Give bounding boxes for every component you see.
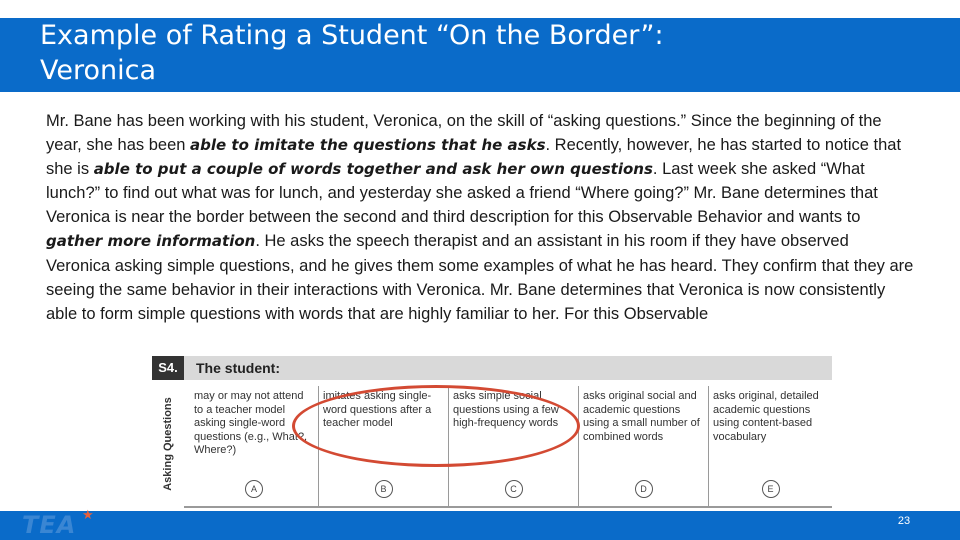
rubric-cell-a [190, 386, 318, 508]
top-strip [0, 0, 960, 18]
rubric-side-label-area [152, 380, 184, 508]
body-emphasis-3: gather more information [46, 232, 256, 251]
rubric-cell-letter: B [375, 480, 393, 498]
page-number: 23 [897, 515, 911, 527]
rubric-cell-letter: E [762, 480, 780, 498]
body-emphasis-2: able to put a couple of words together and ask her own questions [93, 160, 653, 179]
rubric-cell-letter: A [245, 480, 263, 498]
body-emphasis-1: able to imitate the questions that he asks [190, 136, 546, 155]
rubric-side-label: Asking Questions [162, 397, 174, 491]
rubric-cell-text: asks original, detailed academic questions using content-based vocabulary [713, 390, 819, 443]
body-paragraph [46, 109, 916, 326]
rubric-cell-text: imitates asking single-word questions after a teacher model [323, 390, 432, 430]
slide-title [40, 18, 940, 88]
rubric-cell-text: asks original social and academic questions using a small number of combined words [583, 390, 700, 443]
star-icon: ★ [82, 508, 94, 523]
rubric-cell-letter: D [635, 480, 653, 498]
rubric-cell-text: may or may not attend to a teacher model asking single-word questions (e.g., What?, Where?) [194, 390, 308, 457]
title-line-2: Veronica [40, 55, 157, 86]
rubric-code-badge: S4. [152, 356, 184, 380]
title-line-1: Example of Rating a Student “On the Border”: [40, 20, 664, 51]
body-text-3: . Last week she asked “What lunch?” to find out what was for lunch, and yesterday she asked a friend “Where going?” Mr. Bane determines that Veronica is near the border between the second and third description for this Observable Behavior and wants to [46, 160, 878, 227]
rubric-cell-letter: C [505, 480, 523, 498]
rubric-cell-e [708, 386, 832, 508]
body-text-4: . He asks the speech therapist and an assistant in his room if they have observed Veronica asking simple questions, and he gives them some examples of what he has heard. They confirm that they are seeing the same behavior in their interactions with Veronica. Mr. Bane determines that Veronica is now consistently able to form simple questions with words that are highly familiar to her. For this Observable [46, 232, 914, 323]
rubric-bottom-border [184, 506, 832, 508]
tea-logo: TEA [22, 511, 77, 539]
rubric-header-text: The student: [196, 360, 280, 376]
highlight-oval [292, 385, 580, 467]
rubric-cell-text: asks simple social questions using a few high-frequency words [453, 390, 559, 430]
body-text-2: . Recently, however, he has started to notice that she is [46, 136, 902, 179]
footer-bar [0, 508, 960, 540]
body-text-1: Mr. Bane has been working with his student, Veronica, on the skill of “asking questions.” Since the beginning of the year, she has been [46, 112, 882, 155]
rubric-cell-d [578, 386, 708, 508]
